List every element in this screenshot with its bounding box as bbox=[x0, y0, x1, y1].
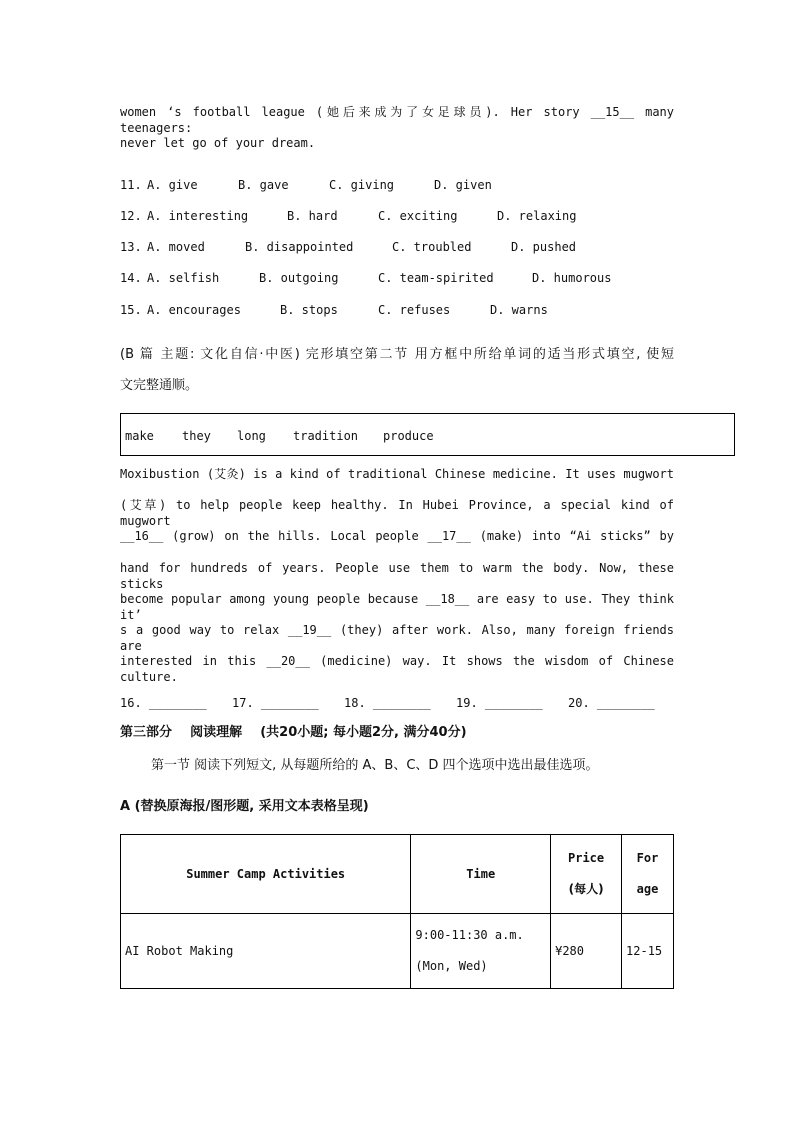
question-12 bbox=[120, 208, 576, 224]
question-11 bbox=[120, 177, 492, 193]
cloze-b-instruction-line-2: 文完整通顺。 bbox=[120, 378, 199, 393]
answer-blank-19[interactable]: 19. ________ bbox=[456, 696, 543, 710]
section-intro: 第一节 阅读下列短文, 从每题所给的 A、B、C、D 四个选项中选出最佳选项。 bbox=[151, 758, 599, 773]
question-15 bbox=[120, 302, 548, 318]
option-d: D. humorous bbox=[532, 271, 612, 285]
cell-time-line-2: (Mon, Wed) bbox=[415, 959, 488, 973]
header-age-line-2: age bbox=[636, 882, 659, 896]
option-b: B. outgoing bbox=[259, 271, 339, 285]
answer-blank-16[interactable]: 16. ________ bbox=[120, 696, 207, 710]
cell-time-line-1: 9:00-11:30 a.m. bbox=[415, 928, 524, 942]
option-a: A. give bbox=[147, 178, 198, 192]
header-activity: Summer Camp Activities bbox=[121, 835, 411, 914]
answer-blanks bbox=[120, 695, 655, 711]
passage-line: Moxibustion (艾灸) is a kind of traditional Chinese medicine. It uses mugwort bbox=[120, 467, 674, 481]
cell-age: 12-15 bbox=[622, 914, 674, 989]
table-header-row bbox=[121, 835, 674, 914]
part3-heading: 第三部分 阅读理解 (共20小题; 每小题2分, 满分40分) bbox=[120, 725, 467, 740]
question-number: 12. bbox=[120, 209, 142, 223]
header-time: Time bbox=[411, 835, 551, 914]
passage-line: become popular among young people because __18__ are easy to use. They think it’ bbox=[120, 592, 674, 622]
option-c: C. exciting bbox=[378, 209, 458, 223]
passage-a-title: A (替换原海报/图形题, 采用文本表格呈现) bbox=[120, 799, 369, 814]
question-number: 11. bbox=[120, 178, 142, 192]
passage-line: __16__ (grow) on the hills. Local people __17__ (make) into “Ai sticks” by bbox=[120, 529, 674, 543]
summer-camp-table bbox=[120, 834, 674, 989]
option-b: B. disappointed bbox=[245, 240, 354, 254]
header-price-line-2: (每人) bbox=[568, 882, 604, 896]
question-number: 13. bbox=[120, 240, 142, 254]
answer-blank-18[interactable]: 18. ________ bbox=[344, 696, 431, 710]
cloze-a-line-1: women ‘s football league (她后来成为了女足球员). Her story __15__ many teenagers: bbox=[120, 105, 674, 135]
cell-price: ¥280 bbox=[551, 914, 622, 989]
option-d: D. pushed bbox=[511, 240, 577, 254]
question-13 bbox=[120, 239, 576, 255]
word-box bbox=[120, 413, 735, 456]
option-a: A. selfish bbox=[147, 271, 220, 285]
option-a: A. encourages bbox=[147, 303, 241, 317]
header-age-line-1: For bbox=[636, 851, 659, 865]
question-number: 15. bbox=[120, 303, 142, 317]
word-box-item: produce bbox=[383, 429, 434, 443]
option-d: D. given bbox=[434, 178, 492, 192]
answer-blank-17[interactable]: 17. ________ bbox=[232, 696, 319, 710]
option-d: D. relaxing bbox=[497, 209, 577, 223]
option-b: B. gave bbox=[238, 178, 289, 192]
option-a: A. moved bbox=[147, 240, 205, 254]
header-price-line-1: Price bbox=[568, 851, 605, 865]
word-box-item: tradition bbox=[293, 429, 359, 443]
word-box-item: make bbox=[125, 429, 154, 443]
word-box-item: long bbox=[237, 429, 266, 443]
option-d: D. warns bbox=[490, 303, 548, 317]
option-c: C. team-spirited bbox=[378, 271, 494, 285]
passage-line: hand for hundreds of years. People use them to warm the body. Now, these sticks bbox=[120, 561, 674, 591]
question-number: 14. bbox=[120, 271, 142, 285]
table-row bbox=[121, 914, 674, 989]
cell-time bbox=[411, 914, 551, 989]
word-box-item: they bbox=[182, 429, 211, 443]
option-c: C. refuses bbox=[378, 303, 451, 317]
header-price bbox=[551, 835, 622, 914]
question-14 bbox=[120, 270, 611, 286]
header-age bbox=[622, 835, 674, 914]
option-c: C. giving bbox=[329, 178, 395, 192]
option-c: C. troubled bbox=[392, 240, 472, 254]
passage-line: (艾草) to help people keep healthy. In Hubei Province, a special kind of mugwort bbox=[120, 498, 674, 528]
option-a: A. interesting bbox=[147, 209, 249, 223]
cloze-a-line-2: never let go of your dream. bbox=[120, 136, 316, 150]
cell-activity: AI Robot Making bbox=[121, 914, 411, 989]
answer-blank-20[interactable]: 20. ________ bbox=[568, 696, 655, 710]
cloze-b-instruction-line-1: (B 篇 主题: 文化自信·中医) 完形填空第二节 用方框中所给单词的适当形式填空, 使短 bbox=[120, 347, 674, 362]
passage-line: interested in this __20__ (medicine) way. It shows the wisdom of Chinese culture. bbox=[120, 654, 674, 684]
option-b: B. stops bbox=[280, 303, 338, 317]
option-b: B. hard bbox=[287, 209, 338, 223]
passage-line: s a good way to relax __19__ (they) after work. Also, many foreign friends are bbox=[120, 623, 674, 653]
